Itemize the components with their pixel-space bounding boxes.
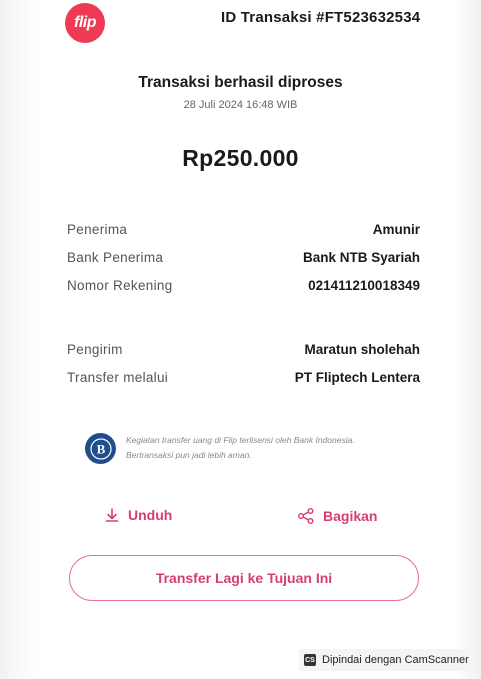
camscanner-watermark (299, 649, 470, 671)
bi-note-line-1: Kegiatan transfer uang di Flip terlisensi oleh Bank Indonesia. (126, 435, 355, 445)
download-button[interactable] (104, 507, 172, 523)
bank-indonesia-logo-icon (85, 433, 116, 464)
recipient-bank-value: Bank NTB Syariah (302, 250, 420, 265)
sender-name-value: Maratun sholehah (304, 342, 420, 357)
transfer-via-row (67, 370, 420, 385)
transfer-again-button[interactable] (69, 555, 419, 601)
account-number-value: 021411210018349 (308, 278, 420, 293)
bank-indonesia-note (85, 431, 415, 467)
sender-name-label: Pengirim (67, 342, 123, 357)
transfer-amount: Rp250.000 (182, 145, 299, 171)
download-label: Unduh (128, 507, 173, 523)
bi-note-line-2: Bertransaksi pun jadi lebih aman. (126, 450, 252, 460)
transfer-again-label: Transfer Lagi ke Tujuan Ini (155, 570, 333, 586)
share-button[interactable] (297, 507, 377, 525)
svg-text:B: B (96, 441, 105, 456)
bank-indonesia-note-text (126, 433, 416, 463)
transfer-via-value: PT Fliptech Lentera (294, 370, 420, 385)
sender-name-row (67, 342, 420, 357)
status-title: Transaksi berhasil diproses (138, 74, 343, 91)
camscanner-icon: CS (304, 654, 316, 666)
share-icon (297, 507, 315, 525)
share-label: Bagikan (323, 508, 378, 524)
flip-logo: flip (65, 3, 105, 43)
account-number-row (67, 278, 420, 293)
recipient-name-value: Amunir (372, 222, 420, 237)
download-icon (104, 507, 120, 523)
account-number-label: Nomor Rekening (67, 278, 173, 293)
status-datetime: 28 Juli 2024 16:48 WIB (183, 99, 298, 111)
recipient-bank-row (67, 250, 420, 265)
transaction-id: ID Transaksi #FT523632534 (221, 9, 421, 26)
recipient-name-row (67, 222, 420, 237)
recipient-bank-label: Bank Penerima (67, 250, 164, 265)
camscanner-text: Dipindai dengan CamScanner (322, 654, 469, 666)
transfer-via-label: Transfer melalui (67, 370, 169, 385)
recipient-name-label: Penerima (67, 222, 128, 237)
